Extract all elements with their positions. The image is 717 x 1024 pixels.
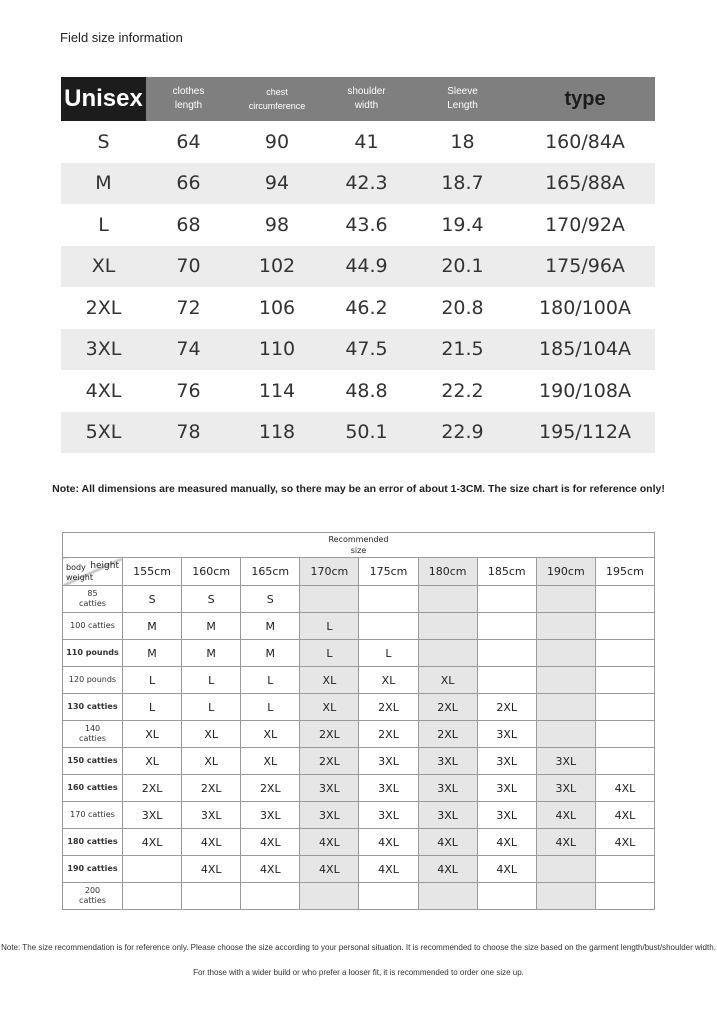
size-cell: 2XL xyxy=(241,775,300,802)
table-cell: 102 xyxy=(231,246,323,288)
table-cell: 44.9 xyxy=(323,246,410,288)
size-cell: 4XL xyxy=(536,802,595,829)
weight-label xyxy=(63,721,123,748)
table-cell: 64 xyxy=(176,130,201,153)
weight-label-line: 140 xyxy=(84,724,101,733)
size-cell: 3XL xyxy=(241,802,300,829)
weight-label-line: 110 pounds xyxy=(66,648,119,657)
table-cell: 18.7 xyxy=(410,163,515,205)
weight-row xyxy=(63,586,655,613)
size-cell xyxy=(418,586,477,613)
weight-row xyxy=(63,883,655,910)
table-cell: 5XL xyxy=(61,412,146,454)
size-cell xyxy=(595,586,654,613)
table-cell: 68 xyxy=(176,213,201,236)
size-cell: XL xyxy=(300,694,359,721)
table-cell: 2XL xyxy=(85,296,122,319)
size-cell: M xyxy=(123,640,182,667)
size-cell: 2XL xyxy=(359,721,418,748)
size-cell xyxy=(359,613,418,640)
table-cell: 50.1 xyxy=(323,412,410,454)
table-cell: 175/96A xyxy=(515,246,655,288)
weight-label-line: 85 xyxy=(87,589,98,598)
size-cell: XL xyxy=(359,667,418,694)
size-cell xyxy=(536,613,595,640)
length-header-line1: clothes xyxy=(172,86,205,97)
recommendation-table xyxy=(62,532,655,910)
size-cell: 4XL xyxy=(477,856,536,883)
weight-row xyxy=(63,775,655,802)
size-cell: 3XL xyxy=(300,775,359,802)
table-cell: 48.8 xyxy=(345,379,388,402)
weight-row xyxy=(63,856,655,883)
size-cell xyxy=(418,613,477,640)
size-cell: 4XL xyxy=(418,856,477,883)
size-cell xyxy=(595,694,654,721)
size-cell: 3XL xyxy=(418,775,477,802)
size-cell: 2XL xyxy=(418,694,477,721)
recommendation-title-row xyxy=(63,533,655,558)
size-cell: S xyxy=(123,586,182,613)
table-cell: 20.8 xyxy=(441,296,484,319)
size-cell: 4XL xyxy=(536,829,595,856)
table-cell: 19.4 xyxy=(441,213,484,236)
size-cell: L xyxy=(123,694,182,721)
table-cell: 110 xyxy=(231,329,323,371)
chest-header-line1: chest xyxy=(266,87,288,97)
weight-label xyxy=(63,586,123,613)
chest-header-line2: circumference xyxy=(248,101,306,111)
size-cell: XL xyxy=(182,748,241,775)
table-cell: 106 xyxy=(258,296,296,319)
weight-label-line: 160 catties xyxy=(67,783,118,792)
size-cell xyxy=(536,883,595,910)
table-cell: 98 xyxy=(264,213,290,236)
shoulder-header xyxy=(323,77,410,121)
weight-label-line: 190 catties xyxy=(67,864,118,873)
table-cell: 190/108A xyxy=(539,379,631,402)
size-cell xyxy=(595,748,654,775)
size-cell: 4XL xyxy=(241,829,300,856)
size-cell: XL xyxy=(123,748,182,775)
size-cell: 2XL xyxy=(300,748,359,775)
recommendation-title-line1: Recommended xyxy=(328,535,389,544)
table-row xyxy=(61,370,655,412)
height-header-cell: 180cm xyxy=(418,558,477,586)
table-cell: 4XL xyxy=(85,379,122,402)
table-cell: 47.5 xyxy=(323,329,410,371)
size-cell: 3XL xyxy=(477,721,536,748)
size-table-body xyxy=(61,121,655,453)
size-cell xyxy=(477,667,536,694)
size-cell xyxy=(595,613,654,640)
height-header-cell: 160cm xyxy=(182,558,241,586)
height-header-cell: 175cm xyxy=(359,558,418,586)
weight-label xyxy=(63,883,123,910)
size-cell: M xyxy=(123,613,182,640)
size-cell: S xyxy=(182,586,241,613)
table-row xyxy=(61,287,655,329)
size-cell: 2XL xyxy=(418,721,477,748)
size-cell xyxy=(595,640,654,667)
table-cell: 160/84A xyxy=(545,130,625,153)
table-cell: 118 xyxy=(231,412,323,454)
weight-label xyxy=(63,748,123,775)
corner-weight-label xyxy=(66,563,93,583)
table-cell: 70 xyxy=(146,246,231,288)
size-cell xyxy=(418,640,477,667)
size-cell: 3XL xyxy=(477,802,536,829)
weight-label-line: 170 catties xyxy=(70,810,115,819)
size-table-header xyxy=(61,77,655,121)
weight-row xyxy=(63,721,655,748)
size-cell: XL xyxy=(418,667,477,694)
size-cell: XL xyxy=(182,721,241,748)
table-cell: 21.5 xyxy=(410,329,515,371)
size-cell xyxy=(595,667,654,694)
table-cell: 72 xyxy=(176,296,201,319)
size-cell: 3XL xyxy=(123,802,182,829)
size-cell: 4XL xyxy=(300,856,359,883)
size-cell: 4XL xyxy=(477,829,536,856)
weight-row xyxy=(63,802,655,829)
table-cell: 114 xyxy=(258,379,296,402)
sleeve-header-line2: Length xyxy=(447,100,478,111)
size-cell: 2XL xyxy=(477,694,536,721)
table-cell: 3XL xyxy=(61,329,146,371)
size-cell: M xyxy=(182,640,241,667)
size-cell xyxy=(536,694,595,721)
weight-label xyxy=(63,667,123,694)
size-cell xyxy=(536,667,595,694)
size-cell: 4XL xyxy=(241,856,300,883)
table-row xyxy=(61,204,655,246)
table-cell: 20.1 xyxy=(410,246,515,288)
weight-label-line: catties xyxy=(79,734,106,743)
table-row xyxy=(61,121,655,163)
size-cell: XL xyxy=(300,667,359,694)
size-cell xyxy=(477,640,536,667)
size-cell xyxy=(477,883,536,910)
corner-weight-line2: weight xyxy=(66,573,93,582)
table-row xyxy=(61,163,655,205)
size-table xyxy=(61,77,655,453)
size-cell: 3XL xyxy=(477,775,536,802)
size-cell xyxy=(595,883,654,910)
weight-row xyxy=(63,748,655,775)
size-cell: 3XL xyxy=(477,748,536,775)
table-cell: L xyxy=(98,213,109,236)
size-cell xyxy=(477,586,536,613)
weight-label xyxy=(63,856,123,883)
weight-label xyxy=(63,775,123,802)
size-cell: 3XL xyxy=(359,748,418,775)
table-cell: 22.9 xyxy=(410,412,515,454)
size-cell xyxy=(418,883,477,910)
size-cell: 3XL xyxy=(182,802,241,829)
table-cell: 42.3 xyxy=(323,163,410,205)
weight-label xyxy=(63,613,123,640)
corner-height-label: height xyxy=(90,561,119,571)
size-cell: 2XL xyxy=(359,694,418,721)
table-cell: XL xyxy=(61,246,146,288)
weight-label-line: 130 catties xyxy=(67,702,118,711)
unisex-header: Unisex xyxy=(61,77,146,121)
size-cell: S xyxy=(241,586,300,613)
size-cell: 3XL xyxy=(418,748,477,775)
size-cell: 3XL xyxy=(536,748,595,775)
size-cell: XL xyxy=(241,748,300,775)
size-cell: 4XL xyxy=(595,802,654,829)
size-cell xyxy=(359,586,418,613)
height-header-cell: 185cm xyxy=(477,558,536,586)
size-cell: L xyxy=(182,667,241,694)
table-cell: 46.2 xyxy=(345,296,388,319)
table-cell: 66 xyxy=(146,163,231,205)
size-cell: L xyxy=(300,613,359,640)
type-header: type xyxy=(515,77,655,121)
table-cell: 90 xyxy=(264,130,290,153)
weight-label-line: 120 pounds xyxy=(68,675,117,684)
weight-label xyxy=(63,640,123,667)
table-cell: 78 xyxy=(146,412,231,454)
size-cell: 4XL xyxy=(182,829,241,856)
size-cell: M xyxy=(241,640,300,667)
size-cell: 3XL xyxy=(536,775,595,802)
size-cell: M xyxy=(182,613,241,640)
table-cell: 180/100A xyxy=(539,296,631,319)
table-cell: 94 xyxy=(231,163,323,205)
table-cell: 18 xyxy=(450,130,475,153)
size-cell: 2XL xyxy=(300,721,359,748)
table-cell: 74 xyxy=(146,329,231,371)
size-cell: 4XL xyxy=(300,829,359,856)
weight-row xyxy=(63,640,655,667)
sleeve-header-line1: Sleeve xyxy=(447,86,478,97)
corner-cell xyxy=(63,558,123,586)
size-cell: 2XL xyxy=(123,775,182,802)
chest-header xyxy=(231,77,323,121)
table-cell: 195/112A xyxy=(515,412,655,454)
size-cell: L xyxy=(123,667,182,694)
size-cell xyxy=(477,613,536,640)
weight-label xyxy=(63,829,123,856)
height-row xyxy=(63,558,655,586)
size-cell: 2XL xyxy=(182,775,241,802)
fit-note: For those with a wider build or who prefer a looser fit, it is recommended to order one size up. xyxy=(193,968,524,977)
table-cell: 43.6 xyxy=(345,213,388,236)
size-cell: L xyxy=(300,640,359,667)
size-cell xyxy=(123,883,182,910)
size-cell: XL xyxy=(241,721,300,748)
page-title: Field size information xyxy=(60,30,183,45)
size-cell: 4XL xyxy=(595,775,654,802)
size-cell xyxy=(536,586,595,613)
height-header-cell: 190cm xyxy=(536,558,595,586)
size-cell: M xyxy=(241,613,300,640)
length-header xyxy=(146,77,231,121)
size-cell: L xyxy=(359,640,418,667)
table-cell: 185/104A xyxy=(515,329,655,371)
size-cell: L xyxy=(241,667,300,694)
weight-row xyxy=(63,694,655,721)
weight-label-line: 180 catties xyxy=(67,837,118,846)
table-cell: M xyxy=(61,163,146,205)
height-header-cell: 165cm xyxy=(241,558,300,586)
size-cell: 4XL xyxy=(123,829,182,856)
size-cell xyxy=(595,721,654,748)
size-cell: L xyxy=(182,694,241,721)
weight-label-line: 150 catties xyxy=(67,756,118,765)
size-cell: 4XL xyxy=(595,829,654,856)
recommendation-note: Note: The size recommendation is for reference only. Please choose the size according to your personal situation. It is recommended to choose the size based on the garment length/bust/shoulder width. xyxy=(1,943,716,952)
weight-row xyxy=(63,667,655,694)
shoulder-header-line1: shoulder xyxy=(347,86,386,97)
measurement-note: Note: All dimensions are measured manually, so there may be an error of about 1-3CM. The size chart is for reference only! xyxy=(52,483,665,495)
size-cell xyxy=(595,856,654,883)
weight-row xyxy=(63,613,655,640)
weight-label xyxy=(63,694,123,721)
table-row xyxy=(61,412,655,454)
table-row xyxy=(61,246,655,288)
length-header-line2: length xyxy=(174,100,203,111)
corner-weight-line1: body xyxy=(66,563,86,572)
size-cell xyxy=(359,883,418,910)
table-row xyxy=(61,329,655,371)
table-cell: 170/92A xyxy=(545,213,625,236)
size-cell xyxy=(536,856,595,883)
height-header-cell: 170cm xyxy=(300,558,359,586)
weight-label xyxy=(63,802,123,829)
size-cell xyxy=(300,586,359,613)
recommendation-title-line2: size xyxy=(350,546,367,555)
size-cell xyxy=(123,856,182,883)
size-cell: XL xyxy=(123,721,182,748)
table-cell: 41 xyxy=(354,130,379,153)
size-cell xyxy=(182,883,241,910)
size-cell: 4XL xyxy=(418,829,477,856)
weight-row xyxy=(63,829,655,856)
recommendation-table-body xyxy=(63,533,655,910)
table-cell: 76 xyxy=(176,379,201,402)
size-cell: 3XL xyxy=(300,802,359,829)
size-cell xyxy=(300,883,359,910)
size-cell xyxy=(241,883,300,910)
recommendation-title xyxy=(63,533,655,558)
weight-label-line: 200 xyxy=(84,886,101,895)
size-cell: 4XL xyxy=(359,829,418,856)
size-cell xyxy=(536,640,595,667)
weight-label-line: catties xyxy=(79,896,106,905)
table-cell: 165/88A xyxy=(515,163,655,205)
size-cell: L xyxy=(241,694,300,721)
size-cell: 4XL xyxy=(182,856,241,883)
height-header-cell: 155cm xyxy=(123,558,182,586)
height-header-cell: 195cm xyxy=(595,558,654,586)
size-cell: 3XL xyxy=(359,802,418,829)
shoulder-header-line2: width xyxy=(354,100,379,111)
size-cell xyxy=(536,721,595,748)
size-cell: 4XL xyxy=(359,856,418,883)
weight-label-line: catties xyxy=(79,599,106,608)
table-cell: S xyxy=(97,130,110,153)
table-cell: 22.2 xyxy=(441,379,484,402)
size-cell: 3XL xyxy=(359,775,418,802)
sleeve-header xyxy=(410,77,515,121)
weight-label-line: 100 catties xyxy=(70,621,115,630)
size-cell: 3XL xyxy=(418,802,477,829)
